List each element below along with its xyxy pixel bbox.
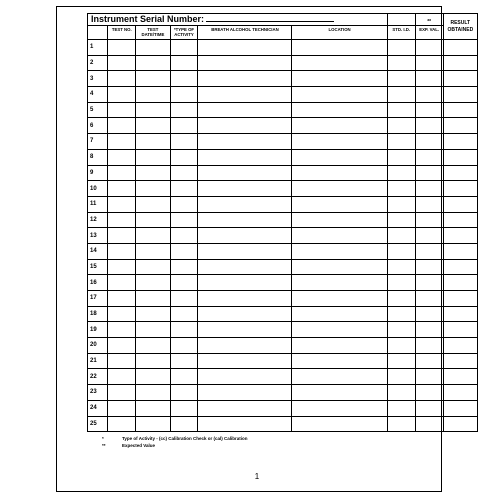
table-row [88,291,478,307]
test-datetime-cell[interactable] [136,275,170,291]
technician-cell[interactable] [198,353,292,369]
technician-cell[interactable] [198,71,292,87]
location-cell[interactable] [292,400,387,416]
instrument-log-table [87,13,478,432]
test-no-cell[interactable] [108,275,136,291]
std-id-cell[interactable] [387,400,415,416]
activity-type-cell[interactable] [170,322,198,338]
location-cell[interactable] [292,149,387,165]
exp-val-cell[interactable] [415,228,443,244]
technician-cell[interactable] [198,181,292,197]
activity-type-cell[interactable] [170,353,198,369]
test-no-cell[interactable] [108,165,136,181]
test-no-cell[interactable] [108,306,136,322]
exp-val-cell[interactable] [415,212,443,228]
technician-cell[interactable] [198,118,292,134]
exp-val-cell[interactable] [415,385,443,401]
test-no-cell[interactable] [108,400,136,416]
row-number: 14 [88,243,108,259]
result-cell[interactable] [443,134,477,150]
result-cell[interactable] [443,322,477,338]
exp-val-cell[interactable] [415,181,443,197]
activity-type-cell[interactable] [170,181,198,197]
technician-cell[interactable] [198,416,292,432]
std-id-cell[interactable] [387,353,415,369]
exp-val-cell[interactable] [415,416,443,432]
result-cell[interactable] [443,71,477,87]
activity-type-cell[interactable] [170,275,198,291]
result-cell[interactable] [443,40,477,56]
row-number: 8 [88,149,108,165]
location-cell[interactable] [292,291,387,307]
activity-type-cell[interactable] [170,369,198,385]
exp-val-cell[interactable] [415,118,443,134]
location-header: LOCATION [292,26,387,40]
result-cell[interactable] [443,400,477,416]
exp-val-cell[interactable] [415,40,443,56]
table-row [88,416,478,432]
table-row [88,369,478,385]
table-row [88,118,478,134]
test-datetime-cell[interactable] [136,196,170,212]
table-row [88,181,478,197]
activity-type-cell[interactable] [170,149,198,165]
activity-type-cell[interactable] [170,102,198,118]
std-id-cell[interactable] [387,102,415,118]
std-id-cell[interactable] [387,243,415,259]
technician-cell[interactable] [198,306,292,322]
test-no-cell[interactable] [108,385,136,401]
table-row [88,243,478,259]
test-datetime-cell[interactable] [136,353,170,369]
location-cell[interactable] [292,196,387,212]
location-cell[interactable] [292,165,387,181]
location-cell[interactable] [292,212,387,228]
row-number: 6 [88,118,108,134]
location-cell[interactable] [292,71,387,87]
row-number: 16 [88,275,108,291]
std-id-cell[interactable] [387,291,415,307]
exp-val-cell[interactable] [415,196,443,212]
activity-type-cell[interactable] [170,55,198,71]
type-of-activity-header: *TYPE OF ACTIVITY [170,26,198,40]
std-id-cell[interactable] [387,118,415,134]
test-datetime-cell[interactable] [136,118,170,134]
test-no-cell[interactable] [108,149,136,165]
table-row [88,400,478,416]
std-id-cell[interactable] [387,134,415,150]
std-id-cell[interactable] [387,306,415,322]
row-number: 12 [88,212,108,228]
table-row [88,212,478,228]
location-cell[interactable] [292,322,387,338]
row-number: 15 [88,259,108,275]
log-form-page [56,6,474,492]
column-header-row [88,26,478,40]
test-no-cell[interactable] [108,291,136,307]
technician-cell[interactable] [198,385,292,401]
test-datetime-cell[interactable] [136,259,170,275]
footnote-mark: * [102,436,104,441]
std-id-cell[interactable] [387,275,415,291]
technician-cell[interactable] [198,243,292,259]
result-cell[interactable] [443,118,477,134]
test-no-cell[interactable] [108,196,136,212]
row-number: 21 [88,353,108,369]
result-cell[interactable] [443,275,477,291]
activity-type-cell[interactable] [170,306,198,322]
exp-val-cell[interactable] [415,400,443,416]
test-no-cell[interactable] [108,353,136,369]
test-datetime-cell[interactable] [136,306,170,322]
test-no-cell[interactable] [108,228,136,244]
table-row [88,259,478,275]
result-cell[interactable] [443,181,477,197]
location-cell[interactable] [292,416,387,432]
serial-number-blank[interactable] [206,14,334,22]
row-number: 3 [88,71,108,87]
location-cell[interactable] [292,353,387,369]
location-cell[interactable] [292,306,387,322]
test-datetime-cell[interactable] [136,40,170,56]
activity-type-cell[interactable] [170,228,198,244]
std-id-cell[interactable] [387,196,415,212]
location-cell[interactable] [292,87,387,103]
technician-cell[interactable] [198,40,292,56]
exp-val-cell[interactable] [415,353,443,369]
result-cell[interactable] [443,369,477,385]
technician-cell[interactable] [198,400,292,416]
test-datetime-cell[interactable] [136,338,170,354]
result-cell[interactable] [443,416,477,432]
technician-cell[interactable] [198,165,292,181]
location-cell[interactable] [292,275,387,291]
table-row [88,338,478,354]
activity-type-cell[interactable] [170,259,198,275]
exp-val-header: EXP. VAL. [415,26,443,40]
exp-val-cell[interactable] [415,369,443,385]
row-number: 17 [88,291,108,307]
exp-val-cell[interactable] [415,55,443,71]
activity-type-cell[interactable] [170,134,198,150]
result-cell[interactable] [443,243,477,259]
std-id-cell[interactable] [387,228,415,244]
test-no-cell[interactable] [108,338,136,354]
exp-val-cell[interactable] [415,149,443,165]
activity-type-cell[interactable] [170,212,198,228]
location-cell[interactable] [292,259,387,275]
std-id-cell[interactable] [387,322,415,338]
exp-val-cell[interactable] [415,322,443,338]
test-no-cell[interactable] [108,369,136,385]
std-id-cell[interactable] [387,338,415,354]
row-number: 10 [88,181,108,197]
exp-val-cell[interactable] [415,102,443,118]
std-id-cell[interactable] [387,369,415,385]
table-row [88,165,478,181]
table-row [88,322,478,338]
test-no-cell[interactable] [108,134,136,150]
test-datetime-cell[interactable] [136,400,170,416]
activity-type-cell[interactable] [170,400,198,416]
technician-cell[interactable] [198,259,292,275]
test-datetime-cell[interactable] [136,291,170,307]
row-number: 23 [88,385,108,401]
result-label: RESULT [450,19,471,26]
table-row [88,275,478,291]
test-no-cell[interactable] [108,55,136,71]
table-row [88,196,478,212]
exp-val-cell[interactable] [415,259,443,275]
test-no-cell[interactable] [108,259,136,275]
technician-cell[interactable] [198,291,292,307]
test-no-cell[interactable] [108,87,136,103]
result-cell[interactable] [443,259,477,275]
test-datetime-cell[interactable] [136,322,170,338]
location-cell[interactable] [292,385,387,401]
exp-val-cell[interactable] [415,338,443,354]
technician-cell[interactable] [198,134,292,150]
exp-val-stars: ** [415,14,443,26]
activity-type-cell[interactable] [170,338,198,354]
test-no-cell[interactable] [108,40,136,56]
result-cell[interactable] [443,87,477,103]
location-cell[interactable] [292,181,387,197]
activity-type-cell[interactable] [170,87,198,103]
activity-type-cell[interactable] [170,291,198,307]
technician-cell[interactable] [198,228,292,244]
std-id-cell[interactable] [387,181,415,197]
title-row [88,14,478,26]
footnotes [102,436,248,449]
exp-val-cell[interactable] [415,87,443,103]
table-row [88,134,478,150]
location-cell[interactable] [292,102,387,118]
test-no-cell[interactable] [108,181,136,197]
row-number: 13 [88,228,108,244]
exp-val-cell[interactable] [415,306,443,322]
exp-val-cell[interactable] [415,165,443,181]
technician-cell[interactable] [198,196,292,212]
location-cell[interactable] [292,40,387,56]
test-datetime-cell[interactable] [136,228,170,244]
technician-cell[interactable] [198,55,292,71]
activity-type-cell[interactable] [170,40,198,56]
technician-cell[interactable] [198,369,292,385]
location-cell[interactable] [292,369,387,385]
table-row [88,228,478,244]
test-datetime-cell[interactable] [136,134,170,150]
result-cell[interactable] [443,228,477,244]
result-cell[interactable] [443,55,477,71]
table-row [88,149,478,165]
result-cell[interactable] [443,353,477,369]
std-id-cell[interactable] [387,385,415,401]
row-number: 24 [88,400,108,416]
table-row [88,87,478,103]
technician-cell[interactable] [198,87,292,103]
table-row [88,71,478,87]
table-row [88,385,478,401]
row-number: 7 [88,134,108,150]
result-cell[interactable] [443,385,477,401]
std-id-cell[interactable] [387,149,415,165]
row-number: 2 [88,55,108,71]
std-id-cell[interactable] [387,212,415,228]
test-datetime-cell[interactable] [136,71,170,87]
technician-cell[interactable] [198,275,292,291]
row-number: 25 [88,416,108,432]
test-datetime-cell[interactable] [136,165,170,181]
std-id-cell[interactable] [387,71,415,87]
result-cell[interactable] [443,291,477,307]
activity-type-cell[interactable] [170,196,198,212]
footnote-text: Type of Activity - (cc) Calibration Check or (cal) Calibration [122,436,248,441]
test-no-cell[interactable] [108,102,136,118]
test-datetime-cell[interactable] [136,212,170,228]
activity-type-cell[interactable] [170,165,198,181]
std-id-cell[interactable] [387,55,415,71]
test-datetime-cell[interactable] [136,416,170,432]
std-id-cell[interactable] [387,87,415,103]
footnote-expected [102,443,248,450]
test-no-cell[interactable] [108,243,136,259]
breath-tech-header: BREATH ALCOHOL TECHNICIAN [198,26,292,40]
page-number: 1 [254,472,260,481]
number-header [88,26,108,40]
exp-val-cell[interactable] [415,275,443,291]
test-datetime-cell[interactable] [136,55,170,71]
test-datetime-cell[interactable] [136,87,170,103]
test-no-cell[interactable] [108,71,136,87]
activity-type-cell[interactable] [170,243,198,259]
location-cell[interactable] [292,338,387,354]
location-cell[interactable] [292,243,387,259]
test-datetime-cell[interactable] [136,181,170,197]
exp-val-cell[interactable] [415,71,443,87]
row-number: 5 [88,102,108,118]
std-id-cell[interactable] [387,259,415,275]
std-id-cell[interactable] [387,416,415,432]
result-obtained-header [443,14,477,40]
technician-cell[interactable] [198,322,292,338]
activity-type-cell[interactable] [170,118,198,134]
table-row [88,40,478,56]
result-cell[interactable] [443,196,477,212]
technician-cell[interactable] [198,149,292,165]
serial-number-title [88,14,388,26]
footnote-mark: ** [102,442,106,448]
row-number: 19 [88,322,108,338]
exp-val-cell[interactable] [415,134,443,150]
std-id-header-top [387,14,415,26]
serial-number-label: Instrument Serial Number: [91,14,205,24]
test-no-cell[interactable] [108,118,136,134]
test-no-cell[interactable] [108,322,136,338]
exp-val-cell[interactable] [415,243,443,259]
row-number: 20 [88,338,108,354]
table-row [88,102,478,118]
table-row [88,306,478,322]
test-datetime-cell[interactable] [136,243,170,259]
location-cell[interactable] [292,55,387,71]
result-cell[interactable] [443,165,477,181]
test-no-cell[interactable] [108,416,136,432]
location-cell[interactable] [292,118,387,134]
technician-cell[interactable] [198,212,292,228]
row-number: 11 [88,196,108,212]
result-cell[interactable] [443,102,477,118]
location-cell[interactable] [292,228,387,244]
activity-type-cell[interactable] [170,71,198,87]
table-row [88,55,478,71]
result-cell[interactable] [443,306,477,322]
technician-cell[interactable] [198,102,292,118]
test-datetime-cell[interactable] [136,102,170,118]
test-datetime-cell[interactable] [136,149,170,165]
result-cell[interactable] [443,149,477,165]
activity-type-cell[interactable] [170,416,198,432]
row-number: 1 [88,40,108,56]
row-number: 4 [88,87,108,103]
test-datetime-header: TEST DATE/TIME [136,26,170,40]
test-no-cell[interactable] [108,212,136,228]
std-id-header: STD. I.D. [387,26,415,40]
activity-type-cell[interactable] [170,385,198,401]
obtained-label: OBTAINED [447,26,474,33]
row-number: 18 [88,306,108,322]
std-id-cell[interactable] [387,40,415,56]
result-cell[interactable] [443,212,477,228]
result-cell[interactable] [443,338,477,354]
test-datetime-cell[interactable] [136,385,170,401]
location-cell[interactable] [292,134,387,150]
row-number: 9 [88,165,108,181]
technician-cell[interactable] [198,338,292,354]
test-datetime-cell[interactable] [136,369,170,385]
std-id-cell[interactable] [387,165,415,181]
test-no-header: TEST NO. [108,26,136,40]
footnote-text: Expected Value [122,442,156,448]
table-row [88,353,478,369]
exp-val-cell[interactable] [415,291,443,307]
row-number: 22 [88,369,108,385]
